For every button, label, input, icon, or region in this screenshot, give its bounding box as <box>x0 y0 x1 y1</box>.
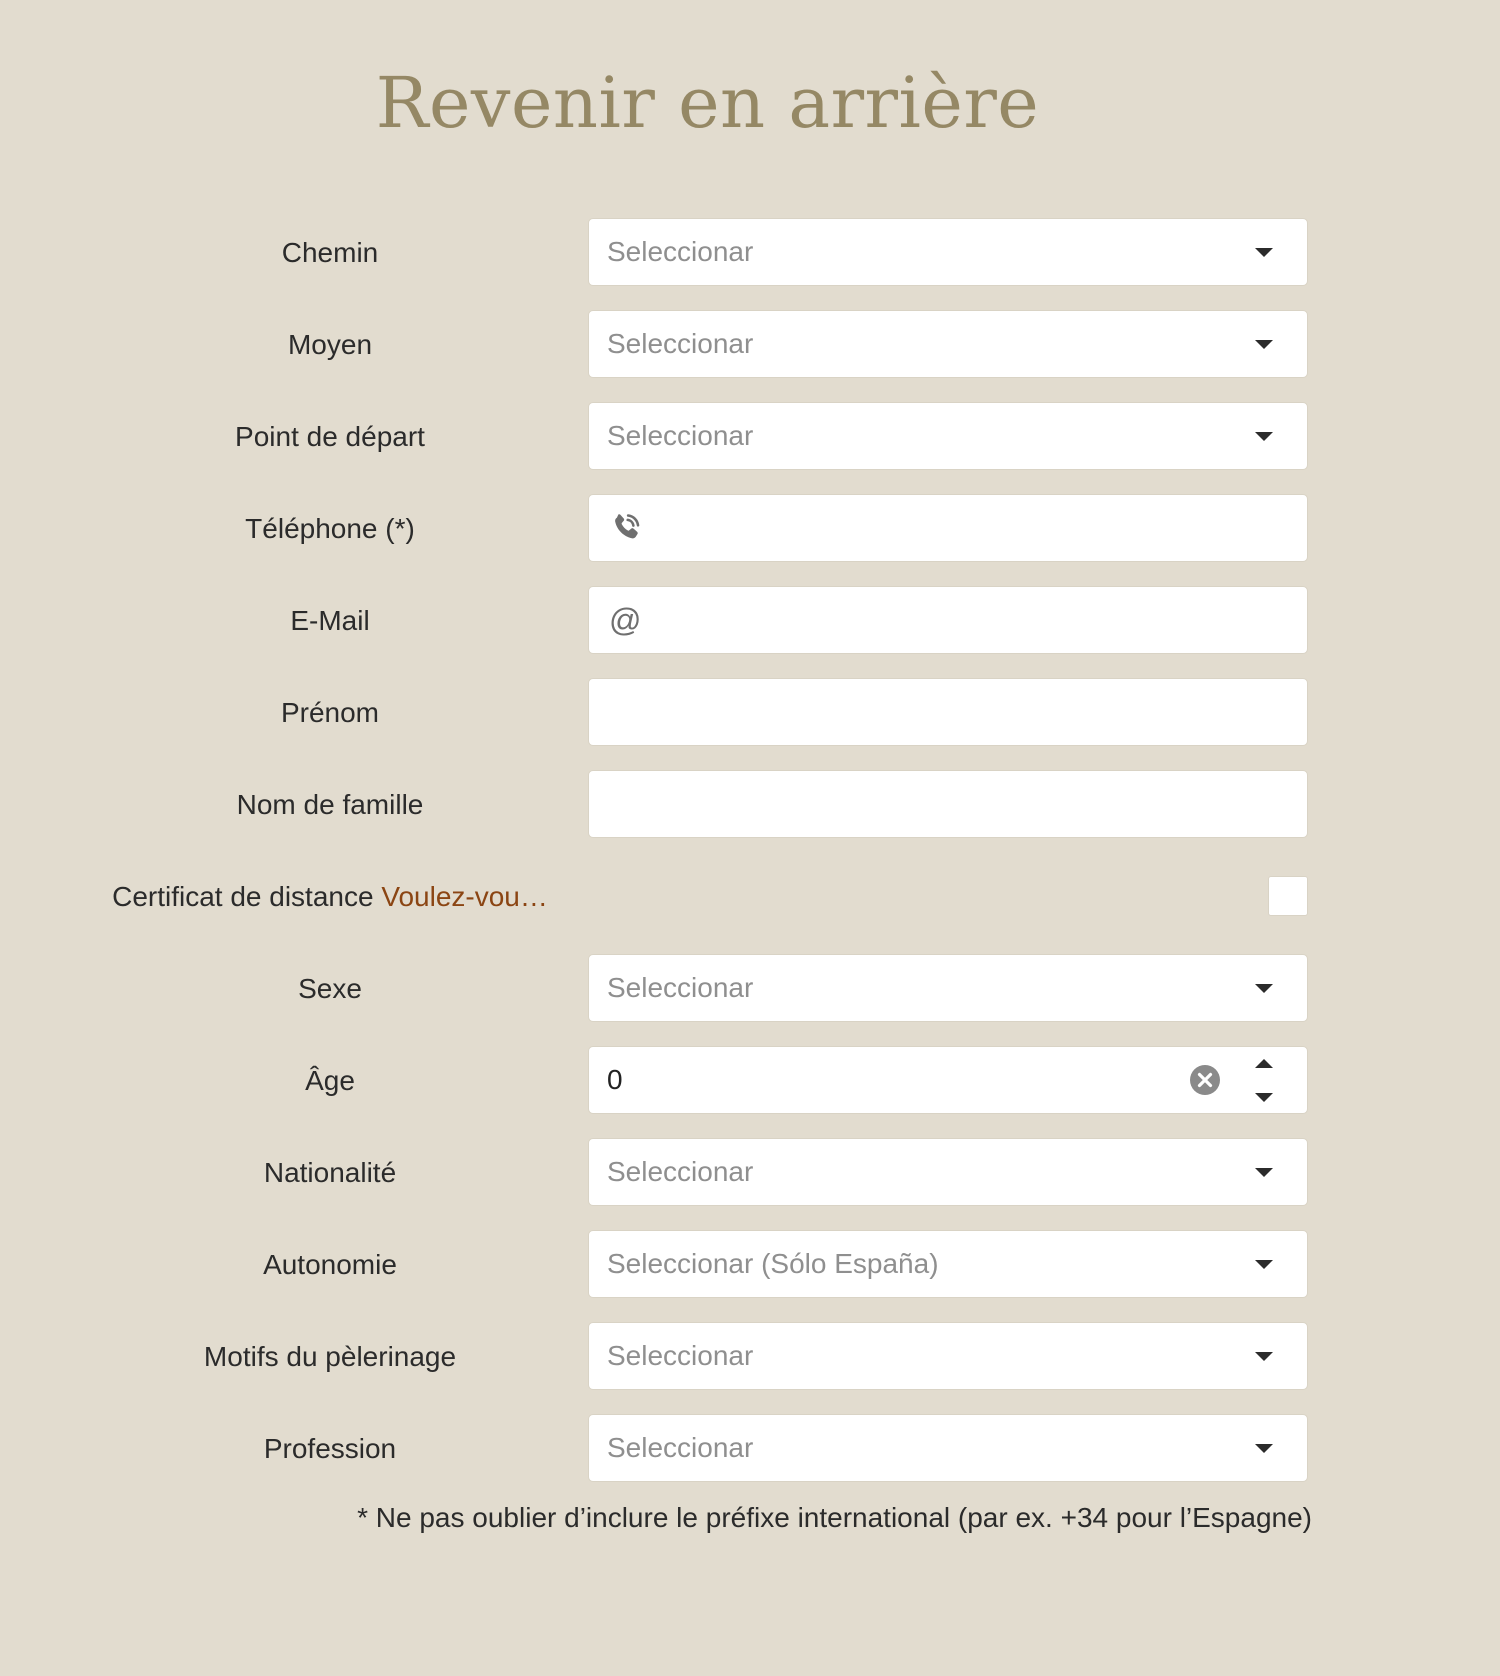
nationalite-label: Nationalité <box>263 1157 397 1188</box>
phone-prefix-footnote: * Ne pas oublier d’inclure le préfixe international (par ex. +34 pour l’Espagne) <box>357 1502 1312 1533</box>
motifs-label: Motifs du pèlerinage <box>203 1341 457 1372</box>
registration-form <box>0 218 1500 1506</box>
prenom-label: Prénom <box>280 697 380 728</box>
depart-placeholder: Seleccionar <box>607 420 754 451</box>
chevron-down-icon <box>1255 1260 1273 1269</box>
telephone-label: Téléphone (*) <box>245 513 415 544</box>
row-prenom <box>0 678 1500 748</box>
age-value: 0 <box>607 1064 623 1095</box>
moyen-placeholder: Seleccionar <box>607 328 754 359</box>
moyen-label: Moyen <box>287 329 373 360</box>
row-moyen <box>0 310 1500 380</box>
row-chemin <box>0 218 1500 288</box>
row-email <box>0 586 1500 656</box>
row-sexe <box>0 954 1500 1024</box>
chevron-down-icon <box>1255 984 1273 993</box>
certificat-checkbox[interactable] <box>1268 876 1308 916</box>
moyen-select[interactable] <box>588 310 1308 378</box>
chevron-down-icon <box>1255 1444 1273 1453</box>
depart-label: Point de départ <box>235 421 425 452</box>
chevron-down-icon <box>1255 1168 1273 1177</box>
clear-icon[interactable] <box>1189 1064 1221 1096</box>
row-depart <box>0 402 1500 472</box>
certificat-label: Certificat de distance <box>112 881 374 912</box>
telephone-input[interactable] <box>588 494 1308 562</box>
chemin-select[interactable] <box>588 218 1308 286</box>
motifs-select[interactable] <box>588 1322 1308 1390</box>
certificat-info-link[interactable]: Voulez-vou… <box>381 881 548 912</box>
autonomie-label: Autonomie <box>263 1249 397 1280</box>
page-title: Revenir en arrière <box>375 62 1040 144</box>
profession-select[interactable] <box>588 1414 1308 1482</box>
chevron-down-icon <box>1255 1352 1273 1361</box>
profession-label: Profession <box>263 1433 397 1464</box>
row-certificat <box>0 862 1500 932</box>
row-motifs <box>0 1322 1500 1392</box>
sexe-select[interactable] <box>588 954 1308 1022</box>
chevron-down-icon <box>1255 432 1273 441</box>
prenom-input[interactable] <box>588 678 1308 746</box>
autonomie-select[interactable] <box>588 1230 1308 1298</box>
row-nom <box>0 770 1500 840</box>
chemin-placeholder: Seleccionar <box>607 236 754 267</box>
row-autonomie <box>0 1230 1500 1300</box>
nom-input[interactable] <box>588 770 1308 838</box>
nationalite-placeholder: Seleccionar <box>607 1156 754 1187</box>
chemin-label: Chemin <box>281 237 379 268</box>
age-label: Âge <box>305 1065 355 1096</box>
at-sign-icon: @ <box>609 602 642 638</box>
sexe-placeholder: Seleccionar <box>607 972 754 1003</box>
autonomie-placeholder: Seleccionar (Sólo España) <box>607 1248 939 1279</box>
increment-arrow-icon[interactable] <box>1255 1059 1273 1068</box>
row-telephone <box>0 494 1500 564</box>
chevron-down-icon <box>1255 340 1273 349</box>
row-profession <box>0 1414 1500 1484</box>
depart-select[interactable] <box>588 402 1308 470</box>
age-number-input[interactable] <box>588 1046 1308 1114</box>
certificat-label-group <box>90 862 570 932</box>
decrement-arrow-icon[interactable] <box>1255 1093 1273 1102</box>
nationalite-select[interactable] <box>588 1138 1308 1206</box>
email-input[interactable] <box>588 586 1308 654</box>
email-label: E-Mail <box>290 605 370 636</box>
chevron-down-icon <box>1255 248 1273 257</box>
nom-label: Nom de famille <box>236 789 424 820</box>
sexe-label: Sexe <box>298 973 362 1004</box>
profession-placeholder: Seleccionar <box>607 1432 754 1463</box>
row-age <box>0 1046 1500 1116</box>
motifs-placeholder: Seleccionar <box>607 1340 754 1371</box>
row-nationalite <box>0 1138 1500 1208</box>
